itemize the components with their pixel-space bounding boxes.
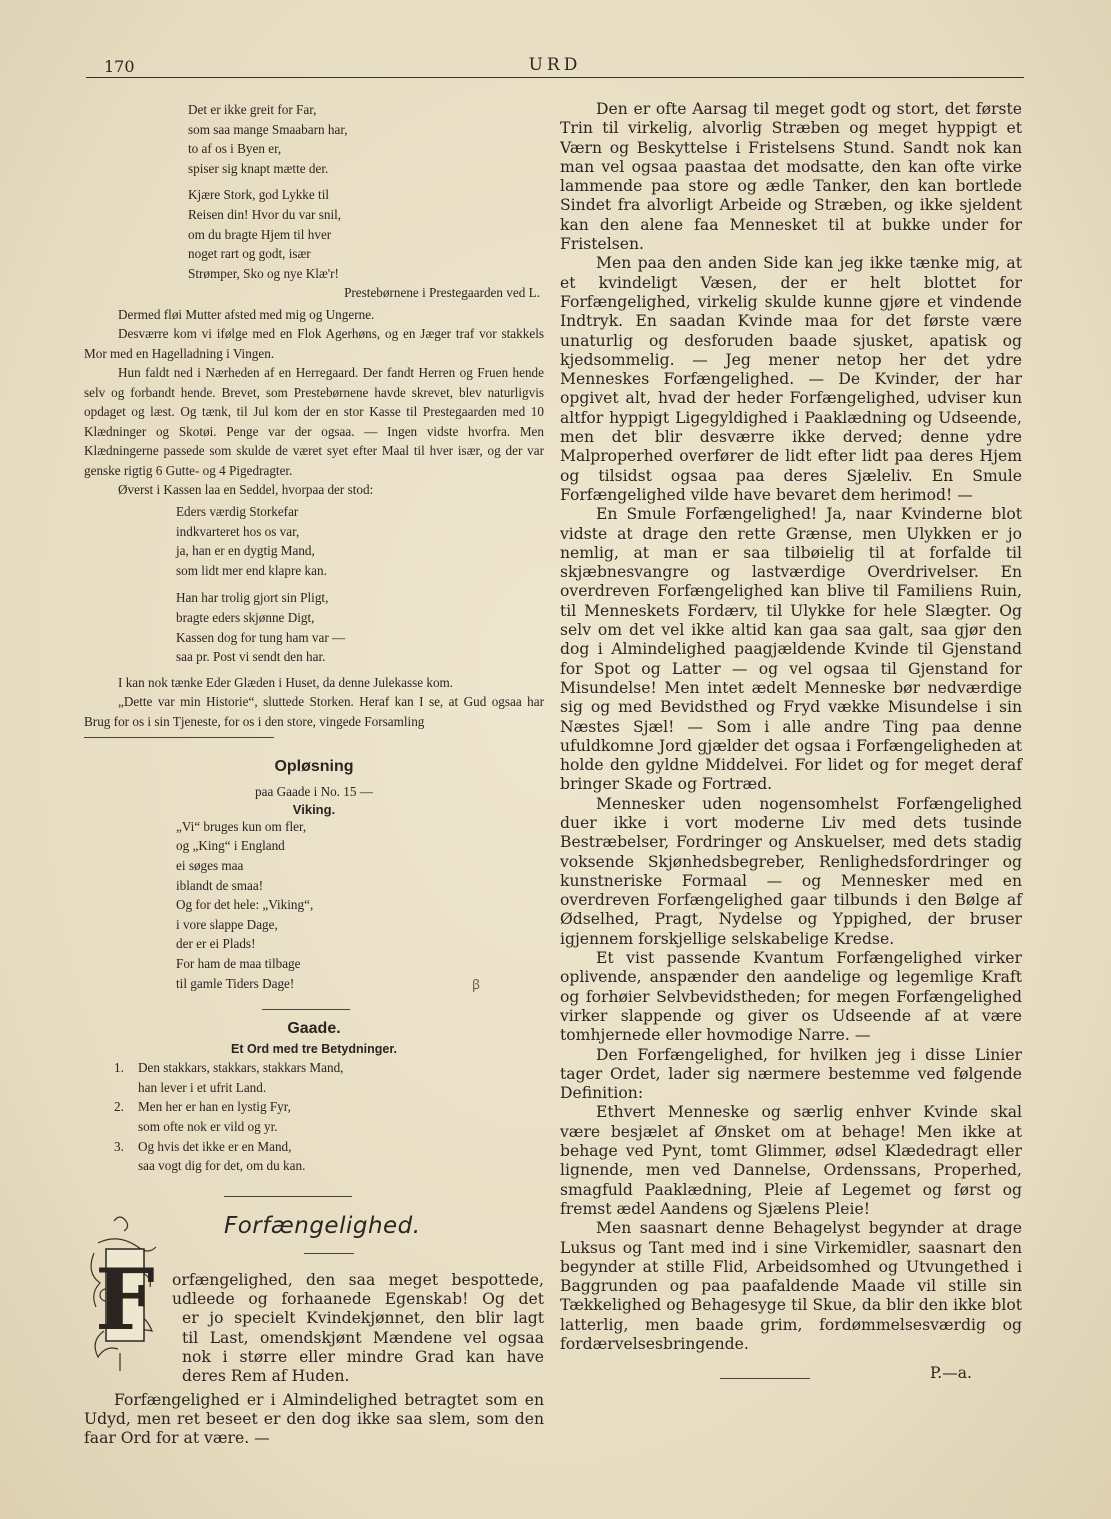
stork-poem-stanza-2: [188, 185, 544, 283]
poem-line: til gamle Tiders Dage!: [176, 975, 295, 991]
poem-line: som lidt mer end klapre kan.: [176, 562, 327, 578]
poem-line: iblandt de smaa!: [176, 877, 264, 893]
poem-line: om du bragte Hjem til hver: [188, 226, 332, 242]
verse-number: 3.: [114, 1138, 124, 1154]
poem-line: i vore slappe Dage,: [176, 916, 278, 932]
poem-line: noget rart og godt, især: [188, 246, 311, 262]
poem-line: Men her er han en lystig Fyr,: [138, 1099, 291, 1115]
story-paragraph: Øverst i Kassen laa en Seddel, hvorpaa der stod:: [118, 482, 374, 498]
storkefar-poem-stanza-2: [176, 588, 544, 666]
stork-story: [84, 305, 544, 500]
verse-number: 1.: [114, 1060, 124, 1076]
article-paragraph: Den er ofte Aarsag til meget godt og stort, det første Trin til virkelig, alvorlig Stræben og meget hyppigt et Værn og Beskyttelse i Fristelsens Stund. Sandt nok kan man vel ogsaa paastaa det modsatte, den kan ofte virke lammende paa store og ædle Tanker, den kan bortlede Sindet fra alvorligt Arbeide og Stræben, og ikke sjeldent kan den alene faa Mennesket til at bukke under for Fristelsen.: [560, 100, 1022, 254]
poem-line: „Vi“ bruges kun om fler,: [176, 818, 307, 834]
poem-line: Strømper, Sko og nye Klæ'r!: [188, 265, 339, 281]
right-column: [560, 100, 1022, 1388]
author-signature: P.—a.: [930, 1364, 972, 1383]
page-header: [86, 55, 1024, 78]
article-title: Forfængelighed.: [224, 1212, 421, 1239]
storkefar-poem-stanza-1: [176, 502, 544, 580]
oplosning-section: [84, 758, 544, 993]
closing-paragraph: I kan nok tænke Eder Glæden i Huset, da denne Julekasse kom.: [118, 674, 454, 690]
article-paragraph: En Smule Forfængelighed! Ja, naar Kvinderne blot vidste at drage den rette Grænse, men Ulykken er jo nemlig, at man er saa tilbøielig til at forfalde til skjæbnesvangre og lastværdige Overdrivelser. En overdreven Forfængelighed kan blive til Familiens Ruin, til Menneskets Fordærv, til Ulykke for hele Slægter. Og selv om det vel ikke altid kan gaa saa galt, saa gjør den dog i Almindelighed paagjældende Kvinde til Gjenstand for Spot og Latter — og vel ogsaa til Gjenstand for Misundelse! Men intet ædelt Menneske bør nedværdige sig og med Bevidsthed og Fryd vække Misundelse i sin Næstes Sjæl! — Som i alle andre Ting paa denne ufuldkomne Jord gjælder det ogsaa i Forfængeligheden at holde den gyldne Middelvei. For lidet og for meget deraf bringer Skade og Fortræd.: [560, 505, 1022, 794]
poem-line: og „King“ i England: [176, 838, 285, 854]
story-paragraph: Desværre kom vi ifølge med en Flok Agerhøns, og en Jæger traf vor stakkels Mor med en Hagelladning i Vingen.: [84, 326, 544, 361]
gaade-section: [84, 1020, 544, 1176]
magazine-title: URD: [528, 55, 582, 75]
poem-signature: Prestebørnene i Prestegaarden ved L.: [344, 285, 540, 301]
title-underline: [304, 1253, 354, 1254]
left-column: [84, 100, 544, 1449]
story-paragraph: Hun faldt ned i Nærheden af en Herregaard. Der fandt Herren og Fruen hende selv og forbandt hende. Brevet, som Prestebørnene havde skrevet, blev naturligvis opdaget og læst. Og tænk, til Jul kom der en stor Kasse til Prestegaarden med 10 Klædninger og Skotøi. Penge var der ogsaa. — Ingen vidste hvorfra. Men Klædningerne passede som skulde de været syet efter Maal til hver især, og der var genske rigtig 6 Gutte- og 4 Pigedragter.: [84, 365, 544, 478]
article-intro: [84, 1213, 544, 1445]
ornamental-initial-f: [84, 1213, 162, 1375]
poem-line: han lever i et ufrit Land.: [138, 1079, 267, 1095]
poem-line: to af os i Byen er,: [188, 141, 282, 157]
article-continuation: [560, 100, 1022, 1354]
article-line: orfængelighed, den saa meget bespottede,: [172, 1270, 544, 1289]
gaade-verse: [84, 1058, 544, 1097]
article-paragraph: Et vist passende Kvantum Forfængelighed virker oplivende, anspænder den aandelige og legemlige Kraft og forhøier Selvbevidstheden; for megen Forfængelighed virker slappende og giver os Udseende af at være tomhjernede eller hovmodige Narre. —: [560, 949, 1022, 1045]
poem-line: ei søges maa: [176, 857, 244, 873]
poem-line: Reisen din! Hvor du var snil,: [188, 206, 342, 222]
story-closing: [84, 673, 544, 732]
poem-line: Og hvis det ikke er en Mand,: [138, 1138, 292, 1154]
closing-paragraph: „Dette var min Historie“, sluttede Storken. Heraf kan I se, at Gud ogsaa har Brug for os i sin Tjeneste, for os i den store, vingede Forsamling: [84, 694, 544, 729]
article-second-paragraph: Forfængelighed er i Almindelighed betragtet som en Udyd, men ret beseet er den dog ikke saa slem, som den faar Ord for at være. —: [84, 1390, 544, 1448]
article-paragraph: Men paa den anden Side kan jeg ikke tænke mig, at et kvindeligt Væsen, der er helt blottet for Forfængelighed, virkelig skulde kunne gjøre et vindende Indtryk. En saadan Kvinde maa for det første være unaturlig og desforuden baade sjusket, apatisk og kjedsommelig. — Jeg mener netop her det ydre Menneskes Forfængelighed. — De Kvinder, der har opgivet alt, hvad der heder Forfængelighed, udviser kun altfor hyppigt Ligegyldighed i Paaklædning og Udseende, men det blir desværre ikke derved; denne ydre Malproperhed overfører de lidt efter lidt paa deres Hjem og tilsidst ogsaa paa deres Sjæleliv. En Smule Forfængelighed vilde have bevaret dem herimod! —: [560, 254, 1022, 504]
decorative-mark: ꞵ: [472, 978, 481, 994]
article-paragraph: Mennesker uden nogensomhelst Forfængelighed duer ikke i vort moderne Liv med dets tusinde Bestræbelser, Fordringer og Anskuelser, med dets stadig voksende Skjønhedsbegreber, Renlighedsfordringer og kunstneriske Formaal — og Mennesker med en overdreven Forfængelighed gaar tilbunds i den Bølge af Ødselhed, Pragt, Nydelse og Yppighed, der bruser igjennem forskjellige selskabelige Kredse.: [560, 794, 1022, 948]
article-paragraph: Den Forfængelighed, for hvilken jeg i disse Linier tager Ordet, lader sig nærmere bestemme ved følgende Definition:: [560, 1045, 1022, 1103]
oplosning-subtitle: paa Gaade i No. 15 —: [255, 784, 373, 800]
gaade-verse: [84, 1137, 544, 1176]
poem-line: Den stakkars, stakkars, stakkars Mand,: [138, 1060, 344, 1076]
poem-line: ja, han er en dygtig Mand,: [176, 543, 315, 559]
stork-poem-stanza-1: [188, 100, 544, 178]
article-paragraph: Ethvert Menneske og særlig enhver Kvinde skal være besjælet af Ønsket om at behage! Men ikke at behage ved Pynt, tomt Glimmer, ødsel Klædedragt eller lignende, men ved Dannelse, Ordenssans, Properhed, smagfuld Paaklædning, Pleie af Legemet og først og fremst ædel Aandens og Sjælens Pleie!: [560, 1103, 1022, 1218]
poem-line: Kjære Stork, god Lykke til: [188, 187, 330, 203]
poem-line: spiser sig knapt mætte der.: [188, 160, 329, 176]
oplosning-verse: [176, 817, 544, 993]
page-number: 170: [104, 57, 135, 76]
article-line: til Last, omendskjønt Mændene vel ogsaa: [182, 1328, 544, 1347]
poem-line: som saa mange Smaabarn har,: [188, 121, 348, 137]
poem-line: Han har trolig gjort sin Pligt,: [176, 590, 329, 606]
story-paragraph: Dermed fløi Mutter afsted med mig og Ungerne.: [118, 306, 375, 322]
oplosning-title: Opløsning: [274, 758, 354, 776]
article-line: nok i større eller mindre Grad kan have: [182, 1347, 544, 1366]
poem-line: Eders værdig Storkefar: [176, 503, 299, 519]
poem-line: der er ei Plads!: [176, 936, 256, 952]
poem-line: som ofte nok er vild og yr.: [138, 1118, 278, 1134]
gaade-subtitle: Et Ord med tre Betydninger.: [230, 1042, 397, 1057]
article-line: udleede og forhaanede Egenskab! Og det: [172, 1289, 544, 1308]
divider: [84, 737, 274, 738]
poem-line: indkvarteret hos os var,: [176, 523, 300, 539]
gaade-verses: [84, 1058, 544, 1176]
divider: [224, 1196, 352, 1197]
article-signature: [560, 1360, 1022, 1388]
poem-line: Og for det hele: „Viking“,: [176, 897, 314, 913]
verse-number: 2.: [114, 1099, 124, 1115]
poem-line: Det er ikke greit for Far,: [188, 102, 317, 117]
divider: [262, 1009, 350, 1010]
gaade-verse: [84, 1097, 544, 1136]
poem-line: saa pr. Post vi sendt den har.: [176, 649, 326, 665]
oplosning-word: Viking.: [292, 801, 336, 817]
article-paragraph: Men saasnart denne Behagelyst begynder at drage Luksus og Tant med ind i sine Virkemidler, saasnart den begynder at stille Flid, Arbeidsomhed og Utvungethed i Baggrunden og paa paafaldende Maade vil stille sin Tækkelighed og Behagesyge til Skue, da blir den ikke blot latterlig, men baade grim, fordømmelsesværdig og fordærvelsesbringende.: [560, 1219, 1022, 1353]
gaade-title: Gaade.: [287, 1020, 341, 1038]
poem-line: Kassen dog for tung ham var —: [176, 629, 346, 645]
initial-letter: F: [95, 1249, 155, 1349]
article-first-paragraph: [172, 1271, 544, 1387]
article-line: er jo specielt Kvindekjønnet, den blir lagt: [182, 1309, 544, 1328]
poem-line: bragte eders skjønne Digt,: [176, 609, 315, 625]
poem-line: For ham de maa tilbage: [176, 955, 301, 971]
poem-line: saa vogt dig for det, om du kan.: [138, 1158, 306, 1174]
signature-line: [720, 1378, 810, 1379]
article-line: deres Rem af Huden.: [182, 1367, 350, 1386]
